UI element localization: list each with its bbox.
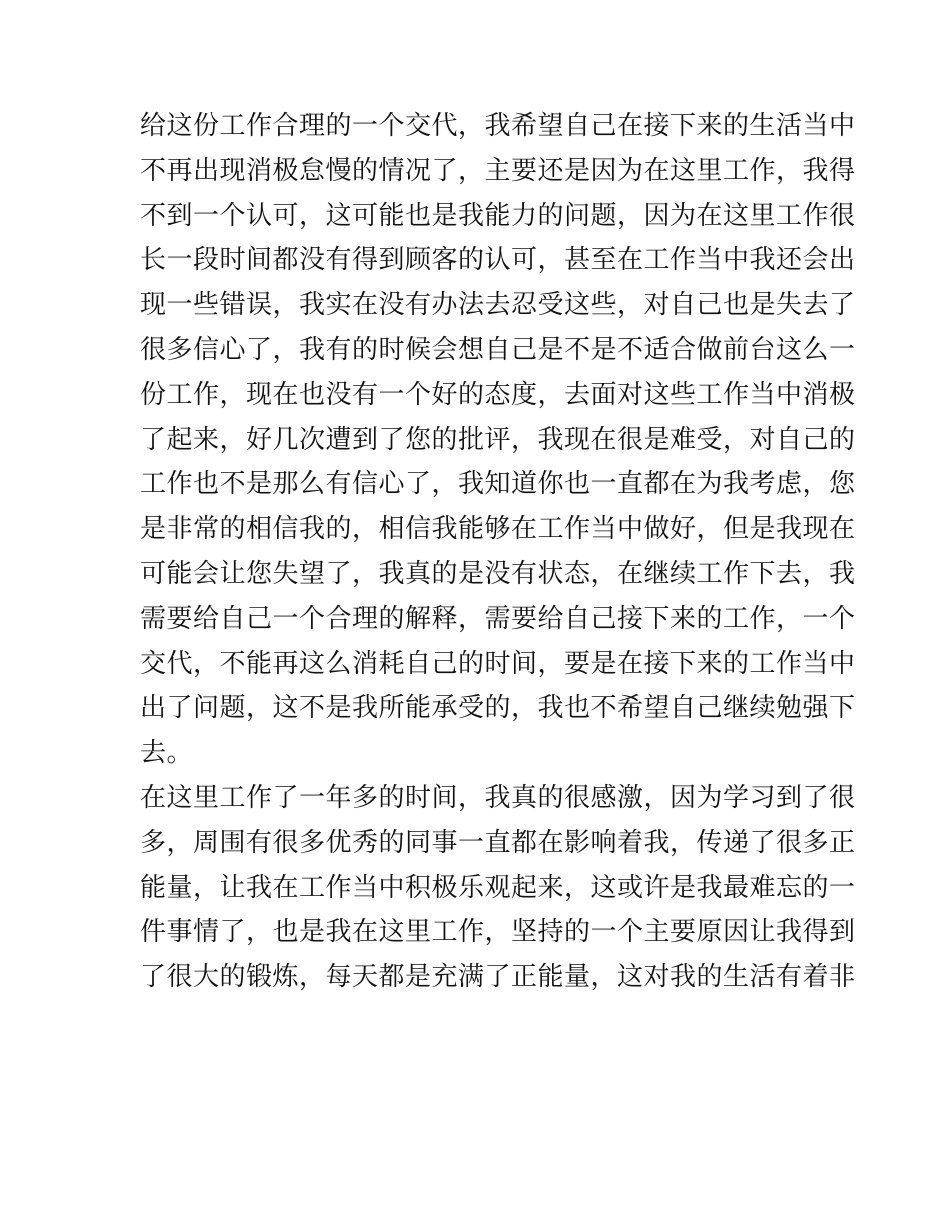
text-line: 现一些错误，我实在没有办法去忍受这些，对自己也是失去了 xyxy=(140,290,856,321)
body-text xyxy=(140,104,856,1000)
text-line: 不再出现消极怠慢的情况了，主要还是因为在这里工作，我得 xyxy=(140,155,856,186)
text-line: 给这份工作合理的一个交代，我希望自己在接下来的生活当中 xyxy=(140,111,856,141)
text-line: 工作也不是那么有信心了，我知道你也一直都在为我考虑，您 xyxy=(140,469,856,500)
text-line: 能量，让我在工作当中积极乐观起来，这或许是我最难忘的一 xyxy=(140,872,856,903)
text-line: 份工作，现在也没有一个好的态度，去面对这些工作当中消极 xyxy=(140,379,856,410)
text-line: 不到一个认可，这可能也是我能力的问题，因为在这里工作很 xyxy=(140,200,856,231)
text-line: 了很大的锻炼，每天都是充满了正能量，这对我的生活有着非 xyxy=(140,962,856,993)
text-line: 件事情了，也是我在这里工作，坚持的一个主要原因让我得到 xyxy=(140,917,856,948)
text-line: 在这里工作了一年多的时间，我真的很感激，因为学习到了很 xyxy=(140,782,856,813)
text-line: 可能会让您失望了，我真的是没有状态，在继续工作下去，我 xyxy=(140,558,856,589)
text-line: 长一段时间都没有得到顾客的认可，甚至在工作当中我还会出 xyxy=(140,245,856,276)
text-line: 出了问题，这不是我所能承受的，我也不希望自己继续勉强下 xyxy=(140,693,856,724)
text-line: 是非常的相信我的，相信我能够在工作当中做好，但是我现在 xyxy=(140,514,856,545)
text-line: 交代，不能再这么消耗自己的时间，要是在接下来的工作当中 xyxy=(140,648,856,679)
text-line: 了起来，好几次遭到了您的批评，我现在很是难受，对自己的 xyxy=(140,424,856,455)
text-line: 多，周围有很多优秀的同事一直都在影响着我，传递了很多正 xyxy=(140,827,856,858)
text-line: 很多信心了，我有的时候会想自己是不是不适合做前台这么一 xyxy=(140,334,856,365)
text-line: 需要给自己一个合理的解释，需要给自己接下来的工作，一个 xyxy=(140,603,856,634)
text-line: 去。 xyxy=(140,738,194,769)
